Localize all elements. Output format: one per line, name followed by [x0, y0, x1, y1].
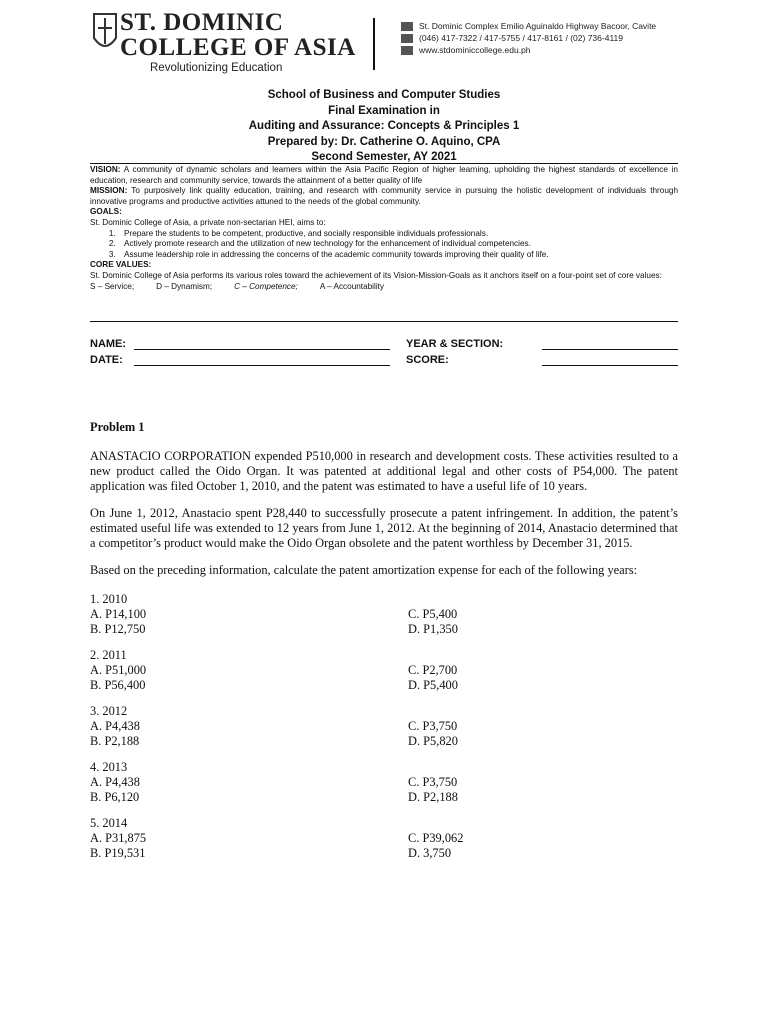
letterhead: [90, 8, 730, 74]
goal-item: 2. Actively promote research and the utilization of new technology for the enhancement of individual competencies.: [118, 239, 678, 250]
vision-label: VISION:: [90, 165, 121, 174]
choice-c[interactable]: C. P39,062: [408, 831, 464, 845]
year-section-label: YEAR & SECTION:: [406, 338, 504, 350]
core-value: S – Service;: [90, 281, 135, 291]
core-value: D – Dynamism;: [156, 281, 213, 291]
school-tagline: Revolutionizing Education: [150, 62, 283, 74]
goals-intro: St. Dominic College of Asia, a private non-sectarian HEI, aims to:: [90, 217, 326, 227]
choice-c[interactable]: C. P2,700: [408, 663, 458, 677]
prepared-by: Prepared by: Dr. Catherine O. Aquino, CPA: [267, 135, 501, 148]
date-field[interactable]: [134, 365, 390, 366]
problem-title: Problem 1: [90, 420, 145, 434]
name-field[interactable]: [134, 349, 390, 350]
core-value: A – Accountability: [319, 281, 385, 291]
choice-c[interactable]: C. P5,400: [408, 607, 458, 621]
question-list: [90, 592, 678, 861]
vision-mission-block: [90, 165, 678, 292]
header-divider: [373, 18, 375, 70]
mission-text: To purposively link quality education, training, and research with community service in pursuing the holistic development of individuals through innovative programs and productive activities attuned to the needs of the global community.: [90, 186, 678, 206]
web-icon: [401, 46, 413, 55]
choice-a[interactable]: A. P31,875: [90, 831, 147, 845]
college-seal-icon: [90, 10, 120, 56]
core-values-label: CORE VALUES:: [90, 260, 152, 270]
choice-b[interactable]: B. P19,531: [90, 846, 146, 860]
problem-paragraph-1: ANASTACIO CORPORATION expended P510,000 in research and development costs. These activities resulted to a new product called the Oido Organ. It was patented at additional legal and other costs of P54,000. The patent application was filed October 1, 2010, and the patent was estimated to have a useful life of 10 years.: [90, 449, 678, 493]
top-rule: [90, 163, 678, 164]
problem-paragraph-3: Based on the preceding information, calculate the patent amortization expense for each of the following years:: [90, 563, 638, 577]
goals-label: GOALS:: [90, 207, 122, 217]
name-label: NAME:: [90, 338, 127, 350]
choice-a[interactable]: A. P14,100: [90, 607, 147, 621]
course-title: Auditing and Assurance: Concepts & Principles 1: [248, 120, 520, 132]
phone-text: (046) 417-7322 / 417-5755 / 417-8161 / (02) 736-4119: [419, 33, 623, 43]
core-values-row: [90, 282, 678, 293]
exam-title-block: [90, 88, 678, 166]
question-number: 3. 2012: [90, 704, 128, 718]
problem-section: [90, 420, 678, 872]
core-values-text: St. Dominic College of Asia performs its various roles toward the achievement of its Vision-Mission-Goals as it anchors itself on a four-point set of core values:: [90, 270, 662, 280]
choice-d[interactable]: D. P1,350: [408, 622, 458, 636]
school-name-line2: COLLEGE OF ASIA: [120, 34, 356, 61]
student-info-form: [90, 338, 678, 370]
choice-b[interactable]: B. P56,400: [90, 678, 146, 692]
year-section-field[interactable]: [542, 349, 678, 350]
exam-type: Final Examination in: [328, 104, 440, 117]
address-text: St. Dominic Complex Emilio Aguinaldo Highway Bacoor, Cavite: [419, 21, 657, 31]
choice-d[interactable]: D. 3,750: [408, 846, 452, 860]
semester: Second Semester, AY 2021: [311, 151, 457, 163]
question-item: [90, 816, 678, 861]
question-number: 2. 2011: [90, 648, 127, 662]
question-number: 1. 2010: [90, 592, 128, 606]
website-text: www.stdominiccollege.edu.ph: [419, 45, 531, 55]
score-field[interactable]: [542, 365, 678, 366]
question-item: [90, 592, 678, 637]
question-number: 4. 2013: [90, 760, 128, 774]
choice-a[interactable]: A. P4,438: [90, 775, 140, 789]
phone-icon: [401, 34, 413, 43]
choice-a[interactable]: A. P51,000: [90, 663, 147, 677]
goal-item: 3. Assume leadership role in addressing the concerns of the academic community towards improving their quality of life.: [118, 250, 678, 261]
core-value: C – Competence;: [234, 281, 298, 291]
goals-list: [90, 229, 678, 261]
question-number: 5. 2014: [90, 816, 128, 830]
contact-info: [401, 20, 656, 56]
score-label: SCORE:: [406, 354, 449, 366]
date-label: DATE:: [90, 354, 123, 366]
question-item: [90, 648, 678, 693]
location-icon: [401, 22, 413, 31]
choice-b[interactable]: B. P6,120: [90, 790, 140, 804]
question-item: [90, 704, 678, 749]
bottom-rule: [90, 321, 678, 322]
choice-d[interactable]: D. P2,188: [408, 790, 458, 804]
choice-b[interactable]: B. P12,750: [90, 622, 146, 636]
choice-c[interactable]: C. P3,750: [408, 719, 458, 733]
choice-b[interactable]: B. P2,188: [90, 734, 140, 748]
vision-text: A community of dynamic scholars and learners within the Asia Pacific Region of higher learning, upholding the highest standards of excellence in education, research and community service, towards the attainment of a better quality of life: [90, 165, 678, 185]
problem-paragraph-2: On June 1, 2012, Anastacio spent P28,440 to successfully prosecute a patent infringement. In addition, the patent’s estimated useful life was extended to 12 years from June 1, 2012. At the beginning of 2014, Anastacio determined that a competitor’s product would make the Oido Organ obsolete and the patent worthless by December 31, 2015.: [90, 506, 678, 550]
question-item: [90, 760, 678, 805]
choice-d[interactable]: D. P5,820: [408, 734, 458, 748]
choice-c[interactable]: C. P3,750: [408, 775, 458, 789]
choice-a[interactable]: A. P4,438: [90, 719, 140, 733]
choice-d[interactable]: D. P5,400: [408, 678, 458, 692]
goal-item: 1. Prepare the students to be competent, productive, and socially responsible individuals professionals.: [118, 229, 678, 240]
mission-label: MISSION:: [90, 186, 128, 196]
school-name-line1: ST. DOMINIC: [120, 9, 284, 36]
department-title: School of Business and Computer Studies: [267, 89, 501, 101]
